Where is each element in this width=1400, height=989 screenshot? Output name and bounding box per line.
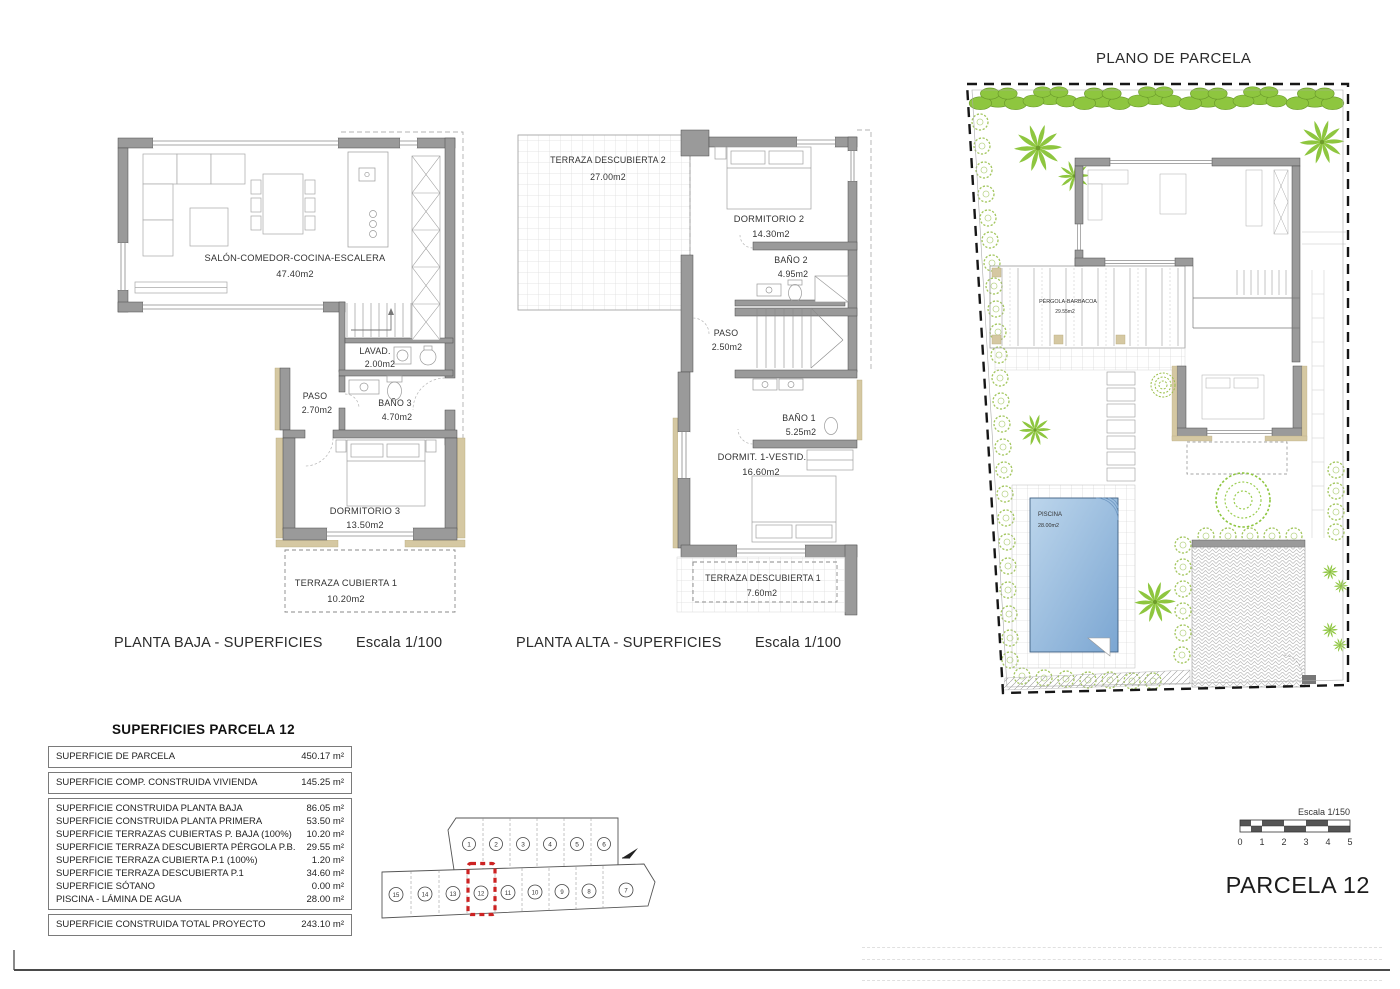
room-label-paso: PASO (713, 328, 739, 338)
parcel-number: 15 (392, 893, 400, 899)
row-label: SUPERFICIE TERRAZA CUBIERTA P.1 (100%) (56, 855, 258, 866)
parcel-number: 2 (494, 841, 498, 849)
room-label-terraza-cubierta1: TERRAZA CUBIERTA 1 (294, 578, 398, 588)
key-plan-bottom-block (382, 864, 655, 918)
pool-area: 28.00m2 (1038, 523, 1059, 529)
row-label: SUPERFICIE TERRAZAS CUBIERTAS P. BAJA (100%) (56, 829, 292, 840)
surface-table (48, 746, 352, 940)
parcel-key-plan (378, 806, 678, 936)
room-label-lavadero: LAVAD. (359, 346, 391, 356)
row-label: SUPERFICIE DE PARCELA (56, 751, 176, 762)
row-value: 450.17 m² (301, 751, 344, 762)
row-label: SUPERFICIE CONSTRUIDA PLANTA BAJA (56, 803, 243, 814)
laundry-fixtures (394, 346, 436, 365)
row-value: 86.05 m² (306, 803, 344, 814)
bed-dormitorio3 (336, 440, 436, 506)
row-label: PISCINA - LÁMINA DE AGUA (56, 894, 182, 905)
row-label: SUPERFICIE CONSTRUIDA PLANTA PRIMERA (56, 816, 263, 827)
room-label-dormitorio3: DORMITORIO 3 (329, 506, 401, 516)
parcel-number: 3 (521, 841, 525, 849)
planta-alta-title: PLANTA ALTA - SUPERFICIES (516, 635, 722, 651)
paved-strip (995, 348, 1185, 370)
parcel-number: 6 (602, 841, 606, 849)
table-row (56, 867, 344, 880)
room-label-terraza-descubierta2: TERRAZA DESCUBIERTA 2 (550, 155, 666, 165)
scale-tick: 3 (1303, 837, 1309, 847)
kitchen-island (348, 152, 388, 247)
room-area-lavadero: 2.00m2 (364, 359, 396, 369)
room-area-paso: 2.70m2 (301, 405, 333, 415)
planta-baja-plan (95, 118, 495, 638)
pool (1012, 485, 1135, 668)
row-label: SUPERFICIE TERRAZA DESCUBIERTA P.1 (56, 868, 244, 879)
table-detail-box (48, 798, 352, 910)
parcel-number: 1 (467, 841, 471, 849)
roof-overhang-dashes (857, 130, 871, 372)
room-label-dormitorio1: DORMIT. 1-VESTID. (717, 452, 807, 462)
planta-baja-scale: Escala 1/100 (356, 635, 443, 651)
parcel-number: 11 (504, 891, 512, 897)
pool-water (1030, 498, 1118, 652)
gate-block (1302, 675, 1316, 684)
stairs (757, 308, 843, 368)
plano-parcela (950, 70, 1400, 730)
room-area-terraza-descubierta2: 27.00m2 (590, 172, 626, 182)
room-label-paso: PASO (302, 391, 328, 401)
table-row (48, 772, 352, 794)
row-value: 145.25 m² (301, 777, 344, 788)
faint-row (862, 980, 1382, 981)
graphic-scale (1208, 802, 1378, 852)
planta-alta-scale: Escala 1/100 (755, 635, 842, 651)
table-row (48, 746, 352, 768)
kitchen-cabinets (412, 156, 440, 340)
scale-tick: 0 (1237, 837, 1243, 847)
north-arrow-icon (622, 848, 638, 858)
table-row (56, 802, 344, 815)
room-area-salon: 47.40m2 (276, 269, 314, 279)
planta-baja-title: PLANTA BAJA - SUPERFICIES (114, 635, 323, 651)
row-value: 28.00 m² (306, 894, 344, 905)
parcel-number: 12 (477, 891, 485, 898)
house-interior-walls (1193, 266, 1300, 328)
room-label-bano1: BAÑO 1 (782, 413, 816, 423)
house-stairs (1237, 270, 1286, 295)
row-value: 0.00 m² (311, 881, 344, 892)
row-value: 29.55 m² (306, 842, 344, 853)
scale-tick: 5 (1347, 837, 1353, 847)
pergola-label: PÉRGOLA-BARBACOA (1039, 299, 1097, 305)
parcel-number: 14 (421, 892, 429, 899)
parcel-number: 13 (449, 892, 457, 898)
room-label-bano3: BAÑO 3 (378, 398, 412, 408)
plano-parcela-title: PLANO DE PARCELA (1096, 50, 1252, 67)
pergola (990, 266, 1185, 348)
bed-dormitorio1 (752, 450, 853, 542)
parcel-number: 4 (548, 841, 552, 849)
bed-dormitorio2 (715, 147, 811, 209)
row-value: 34.60 m² (306, 868, 344, 879)
table-row-total (48, 914, 352, 936)
scale-tick: 4 (1325, 837, 1331, 847)
faint-row (862, 959, 1382, 960)
scale-bar (1240, 820, 1350, 832)
room-area-dormitorio3: 13.50m2 (346, 520, 384, 530)
room-label-terraza-descubierta1: TERRAZA DESCUBIERTA 1 (705, 573, 821, 583)
scale-tick: 2 (1281, 837, 1287, 847)
room-area-terraza-descubierta1: 7.60m2 (746, 588, 778, 598)
parcel-number: 9 (560, 890, 564, 896)
scale-label: Escala 1/150 (1297, 807, 1350, 817)
sheet-bottom-line (14, 969, 1390, 971)
parcel-number: 8 (587, 889, 591, 896)
row-label: SUPERFICIE SÓTANO (56, 881, 156, 892)
leafy-shrubs (1322, 564, 1348, 652)
row-label: SUPERFICIE COMP. CONSTRUIDA VIVIENDA (56, 777, 258, 788)
door-arcs (693, 235, 753, 444)
room-label-bano2: BAÑO 2 (774, 255, 808, 265)
row-value: 53.50 m² (306, 816, 344, 827)
side-walkway (1302, 232, 1346, 538)
table-row (56, 854, 344, 867)
table-row (56, 893, 344, 906)
parcel-number: 5 (575, 841, 579, 849)
room-area-dormitorio2: 14.30m2 (752, 229, 790, 239)
room-label-dormitorio2: DORMITORIO 2 (733, 214, 805, 224)
surface-table-title: SUPERFICIES PARCELA 12 (112, 722, 295, 737)
planta-alta-plan (505, 118, 875, 638)
room-area-bano1: 5.25m2 (785, 427, 817, 437)
row-label: SUPERFICIE CONSTRUIDA TOTAL PROYECTO (56, 919, 266, 930)
row-value: 243.10 m² (301, 919, 344, 930)
table-row (56, 828, 344, 841)
paved-patio (1192, 540, 1316, 687)
faint-row (862, 947, 1382, 948)
bath2-fixtures (757, 276, 848, 302)
scale-ticks (1237, 837, 1352, 847)
row-value: 1.20 m² (311, 855, 344, 866)
table-row (56, 815, 344, 828)
terraza1-paving (677, 557, 845, 612)
room-area-terraza-cubierta1: 10.20m2 (327, 594, 365, 604)
row-value: 10.20 m² (306, 829, 344, 840)
table-row (56, 880, 344, 893)
scale-tick: 1 (1259, 837, 1265, 847)
house-terrace-dashed (1187, 442, 1287, 474)
bath3-fixtures (349, 376, 402, 400)
room-area-bano2: 4.95m2 (777, 269, 809, 279)
garden-steps (1107, 372, 1135, 481)
sheet-edge-tick (13, 950, 15, 970)
bottom-hatch (1003, 670, 1190, 690)
room-area-paso: 2.50m2 (711, 342, 743, 352)
room-area-dormitorio1: 16.60m2 (742, 467, 780, 477)
parcel-number: 10 (531, 890, 539, 897)
pool-label: PISCINA (1038, 512, 1063, 518)
pergola-area: 29.55m2 (1055, 309, 1075, 315)
parcel-number: 7 (624, 888, 628, 895)
parcel-title: PARCELA 12 (1225, 872, 1370, 898)
row-label: SUPERFICIE TERRAZA DESCUBIERTA PÉRGOLA P.B. (56, 842, 296, 853)
table-row (56, 841, 344, 854)
room-area-bano3: 4.70m2 (381, 412, 413, 422)
room-label-salon: SALÓN-COMEDOR-COCINA-ESCALERA (204, 253, 386, 263)
